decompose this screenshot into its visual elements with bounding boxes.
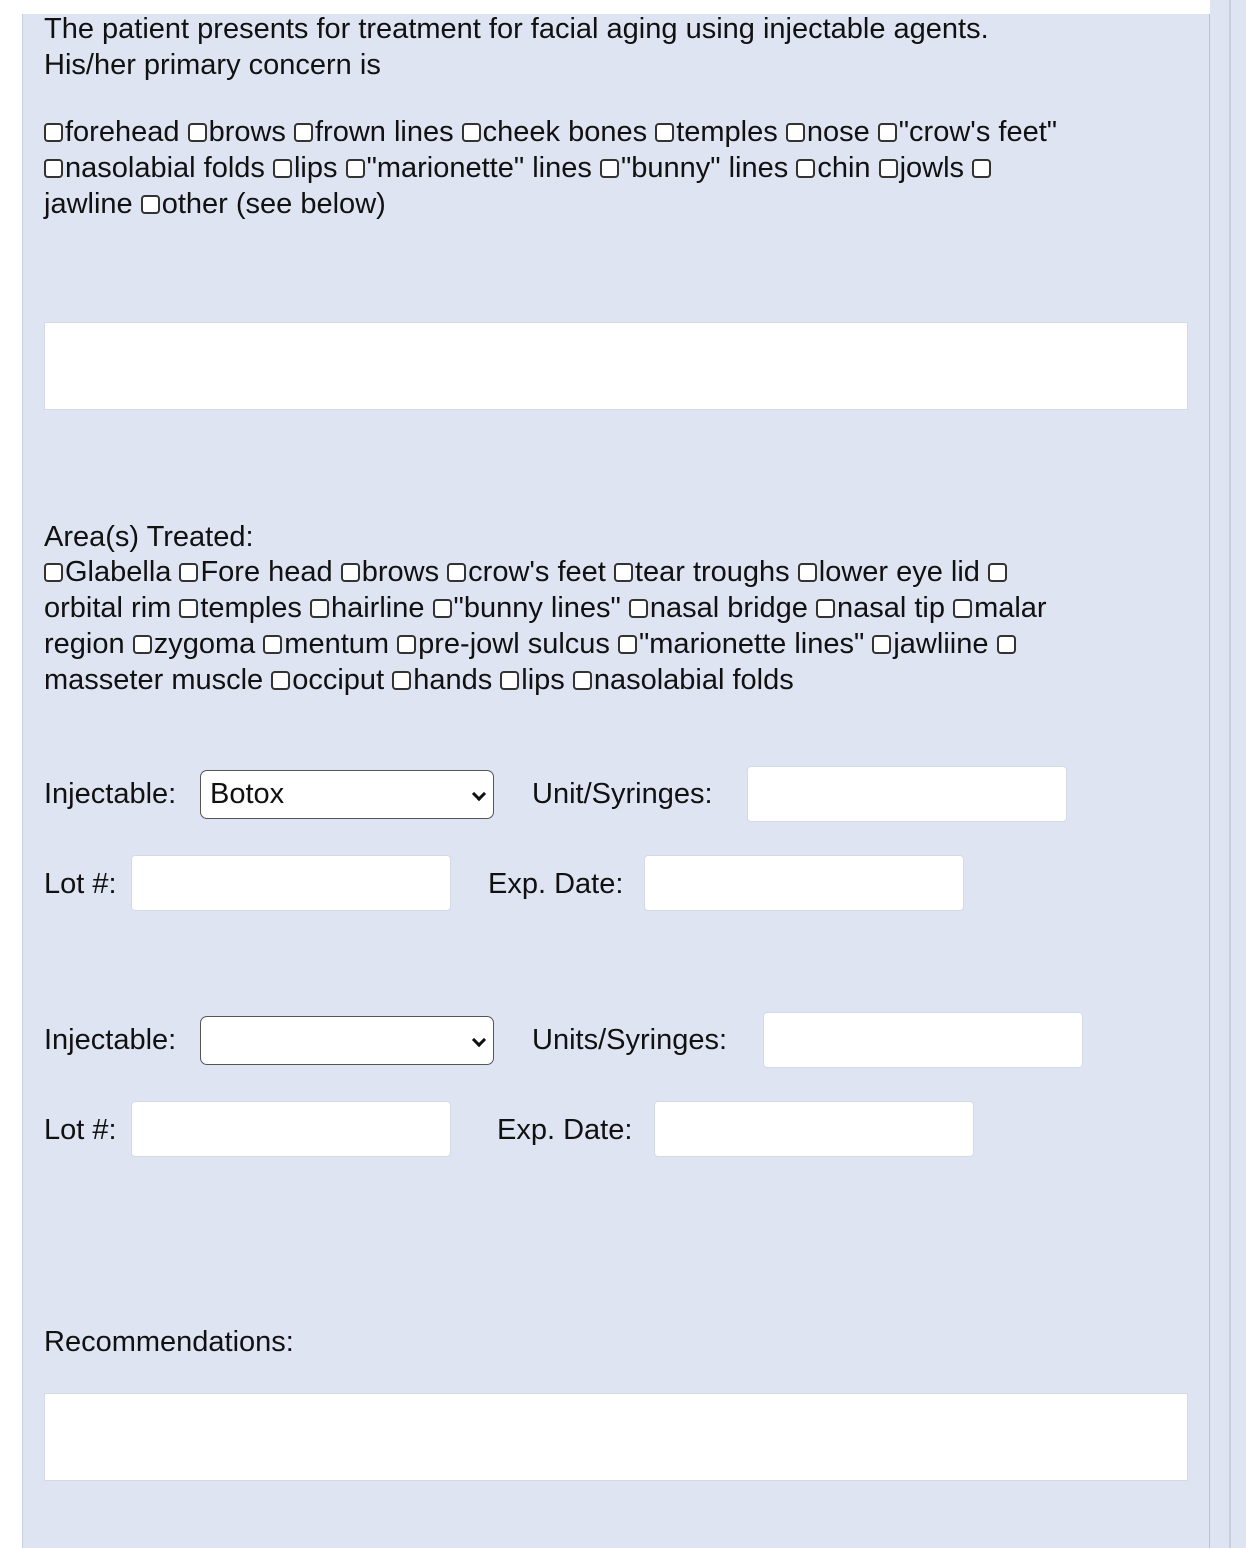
area-option[interactable]: lips [500,664,565,696]
checkbox[interactable] [263,635,282,654]
area-option-label: orbital rim [44,592,172,624]
area-option[interactable]: "marionette lines" [618,628,864,660]
checkbox[interactable] [614,563,633,582]
concern-option[interactable]: other (see below) [141,188,386,220]
left-gutter [0,14,22,1548]
units-2-label: Units/Syringes: [532,1024,728,1056]
concern-option[interactable]: brows [188,116,286,148]
exp-1-label: Exp. Date: [488,868,624,900]
checkbox[interactable] [462,123,481,142]
concern-option[interactable]: "crow's feet" [878,116,1057,148]
area-option[interactable]: brows [341,556,439,588]
checkbox[interactable] [133,635,152,654]
area-option-label: region [44,628,125,660]
checkbox[interactable] [392,671,411,690]
chevron-down-icon [472,787,486,801]
checkbox[interactable] [294,123,313,142]
checkbox[interactable] [271,671,290,690]
checkbox[interactable] [879,159,898,178]
area-option[interactable]: lower eye lid [798,556,980,588]
right-gutter [1210,0,1246,1548]
area-option[interactable]: jawliine [872,628,988,660]
units-1-label: Unit/Syringes: [532,778,713,810]
checkbox[interactable] [310,599,329,618]
checkbox[interactable] [600,159,619,178]
area-option[interactable]: mentum [263,628,389,660]
concern-option[interactable]: nose [786,116,870,148]
checkbox[interactable] [179,563,198,582]
exp-2-input[interactable] [654,1101,974,1157]
intro-text [44,11,989,83]
units-2-input[interactable] [763,1012,1083,1068]
checkbox[interactable] [796,159,815,178]
checkbox[interactable] [179,599,198,618]
checkbox[interactable] [433,599,452,618]
area-option[interactable]: crow's feet [447,556,606,588]
checkbox[interactable] [346,159,365,178]
area-option[interactable]: zygoma [133,628,256,660]
area-option[interactable] [997,628,1018,660]
area-option[interactable]: hairline [310,592,425,624]
lot-1-input[interactable] [131,855,451,911]
area-option-label: masseter muscle [44,664,264,696]
area-option[interactable]: Glabella [44,556,171,588]
checkbox[interactable] [786,123,805,142]
areas-checkbox-group [44,554,1194,698]
checkbox[interactable] [341,563,360,582]
area-option[interactable]: malar [953,592,1047,624]
checkbox[interactable] [44,563,63,582]
concern-option[interactable]: "marionette" lines [346,152,592,184]
recommendations-label: Recommendations: [44,1326,294,1358]
checkbox[interactable] [44,123,63,142]
area-option[interactable]: nasal bridge [629,592,808,624]
checkbox[interactable] [997,635,1016,654]
concern-option[interactable]: forehead [44,116,180,148]
concern-option[interactable]: lips [273,152,338,184]
intro-line-2: His/her primary concern is [44,49,381,81]
checkbox[interactable] [972,159,991,178]
injectable-2-label: Injectable: [44,1024,177,1056]
checkbox[interactable] [500,671,519,690]
checkbox[interactable] [872,635,891,654]
intro-line-1: The patient presents for treatment for facial aging using injectable agents. [44,13,989,45]
injectable-2-select[interactable] [200,1016,494,1065]
area-option[interactable]: "bunny lines" [433,592,621,624]
area-option[interactable]: tear troughs [614,556,790,588]
injectable-1-label: Injectable: [44,778,177,810]
area-option[interactable]: hands [392,664,492,696]
scrollbar-track[interactable] [1229,0,1231,1548]
checkbox[interactable] [573,671,592,690]
units-1-input[interactable] [747,766,1067,822]
checkbox[interactable] [397,635,416,654]
checkbox[interactable] [141,195,160,214]
area-option[interactable]: occiput [271,664,384,696]
checkbox[interactable] [953,599,972,618]
injectable-1-selected: Botox [210,778,285,810]
injectable-1-select[interactable] [200,770,494,819]
checkbox[interactable] [988,563,1007,582]
concern-checkbox-group [44,114,1194,222]
checkbox[interactable] [44,159,63,178]
checkbox[interactable] [447,563,466,582]
concern-option[interactable]: "bunny" lines [600,152,788,184]
checkbox[interactable] [878,123,897,142]
exp-1-input[interactable] [644,855,964,911]
concern-option[interactable] [972,152,993,184]
checkbox[interactable] [618,635,637,654]
chevron-down-icon [472,1033,486,1047]
checkbox[interactable] [188,123,207,142]
area-option[interactable]: Fore head [179,556,332,588]
area-option[interactable]: nasolabial folds [573,664,794,696]
checkbox[interactable] [655,123,674,142]
checkbox[interactable] [273,159,292,178]
checkbox[interactable] [816,599,835,618]
recommendations-textarea[interactable] [44,1393,1188,1481]
checkbox[interactable] [629,599,648,618]
lot-2-input[interactable] [131,1101,451,1157]
checkbox[interactable] [798,563,817,582]
lot-2-label: Lot #: [44,1114,117,1146]
concern-option[interactable]: temples [655,116,778,148]
area-option[interactable]: nasal tip [816,592,945,624]
area-option[interactable]: temples [179,592,302,624]
concern-option[interactable]: nasolabial folds [44,152,265,184]
lot-1-label: Lot #: [44,868,117,900]
area-option[interactable]: pre-jowl sulcus [397,628,610,660]
area-option[interactable] [988,556,1009,588]
exp-2-label: Exp. Date: [497,1114,633,1146]
areas-treated-label: Area(s) Treated: [44,521,254,553]
concern-option[interactable]: jowls [879,152,964,184]
concern-option-label: jawline [44,188,133,220]
concern-option[interactable]: cheek bones [462,116,647,148]
concern-option[interactable]: chin [796,152,870,184]
concern-option[interactable]: frown lines [294,116,454,148]
concern-notes-textarea[interactable] [44,322,1188,410]
